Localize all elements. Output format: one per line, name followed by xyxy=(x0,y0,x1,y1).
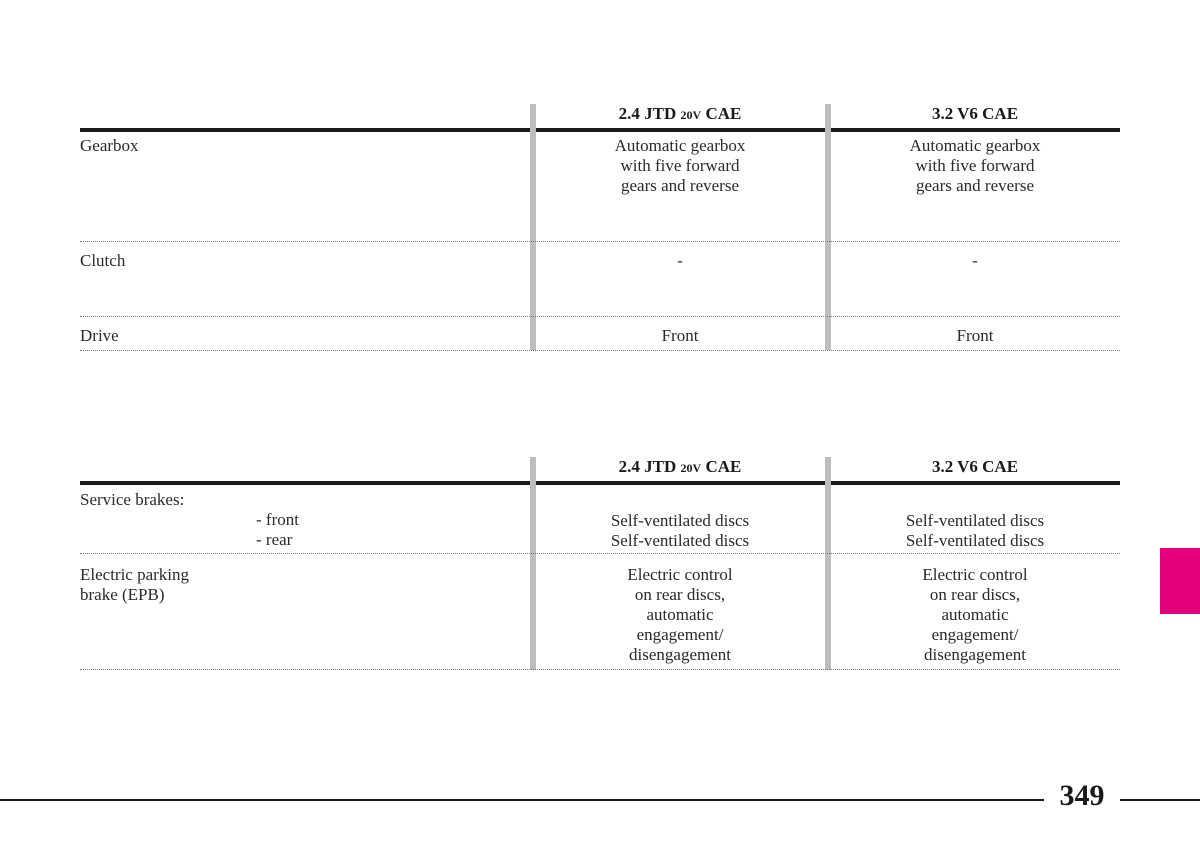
cell-value: Electric control on rear discs, automatic engagement/ disengagement xyxy=(922,565,1028,664)
table-header xyxy=(80,457,1120,485)
cell-value: - xyxy=(677,251,683,270)
section-tab xyxy=(1160,548,1200,614)
table-header xyxy=(80,104,1120,132)
row-label: Drive xyxy=(80,326,119,345)
row-label: Service brakes: xyxy=(80,490,185,509)
row-label: Gearbox xyxy=(80,136,139,155)
column-header-3-2-v6: 3.2 V6 CAE xyxy=(931,457,1019,476)
row-sublabels: - front - rear xyxy=(256,510,299,549)
row-divider xyxy=(80,316,1120,317)
cell-value: Front xyxy=(956,326,994,345)
row-divider xyxy=(80,241,1120,242)
header-rule xyxy=(80,128,1120,132)
footer-rule-left xyxy=(0,799,1044,801)
cell-value: Front xyxy=(661,326,699,345)
column-header-2-4-jtd: 2.4 JTD 20V CAE xyxy=(618,104,742,123)
transmission-table xyxy=(80,104,1120,345)
row-divider xyxy=(80,350,1120,351)
page-number: 349 xyxy=(1059,779,1105,812)
cell-value: Self-ventilated discs Self-ventilated discs xyxy=(610,511,750,550)
row-divider xyxy=(80,669,1120,670)
column-header-2-4-jtd: 2.4 JTD 20V CAE xyxy=(618,457,742,476)
row-label: Electric parking brake (EPB) xyxy=(80,565,190,604)
cell-value: Electric control on rear discs, automatic engagement/ disengagement xyxy=(627,565,733,664)
column-header-3-2-v6: 3.2 V6 CAE xyxy=(931,104,1019,123)
cell-value: Self-ventilated discs Self-ventilated discs xyxy=(905,511,1045,550)
cell-value: Automatic gearbox with five forward gears and reverse xyxy=(909,136,1041,195)
cell-value: Automatic gearbox with five forward gears and reverse xyxy=(614,136,746,195)
row-label: Clutch xyxy=(80,251,126,270)
header-rule xyxy=(80,481,1120,485)
row-divider xyxy=(80,553,1120,554)
brakes-table xyxy=(80,457,1120,664)
footer-rule-right xyxy=(1120,799,1200,801)
cell-value: - xyxy=(972,251,978,270)
